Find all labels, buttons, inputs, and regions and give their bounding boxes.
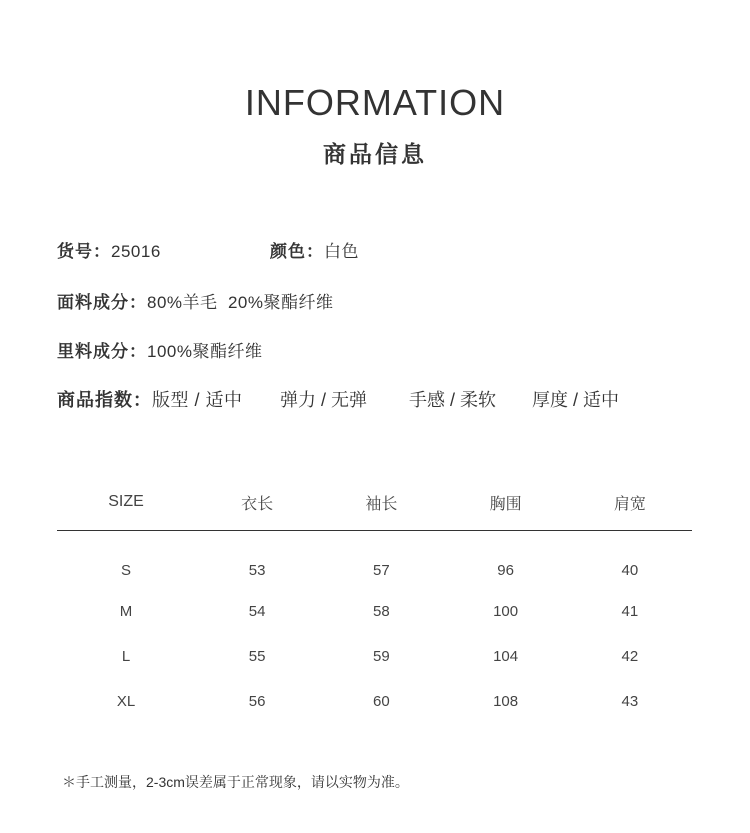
cell-shoulder: 41 bbox=[621, 603, 639, 620]
cell-size: S bbox=[120, 561, 131, 579]
cell-chest: 100 bbox=[493, 603, 519, 620]
cell-sleeve: 57 bbox=[373, 561, 390, 579]
header-shoulder: 肩宽 bbox=[568, 484, 692, 531]
cell-size: XL bbox=[116, 693, 136, 710]
size-table bbox=[57, 484, 692, 724]
cell-shoulder: 40 bbox=[621, 561, 639, 579]
color-label: 颜色： bbox=[270, 242, 324, 261]
lining-row bbox=[57, 337, 262, 362]
size-table-header bbox=[57, 484, 692, 531]
header-size: SIZE bbox=[57, 484, 195, 531]
cell-size: L bbox=[121, 648, 131, 665]
page-subtitle: 商品信息 bbox=[323, 141, 427, 167]
fabric-row bbox=[57, 288, 334, 313]
table-row bbox=[57, 531, 692, 590]
page-title: INFORMATION bbox=[244, 82, 506, 123]
fabric-value: 80%羊毛 20%聚酯纤维 bbox=[147, 293, 334, 312]
lining-label: 里料成分： bbox=[57, 342, 147, 361]
table-row bbox=[57, 634, 692, 679]
color-row bbox=[270, 237, 359, 262]
cell-shoulder: 42 bbox=[621, 648, 639, 665]
measurement-note: ＊手工测量，2-3cm误差属于正常现象，请以实物为准。 bbox=[62, 774, 409, 790]
cell-sleeve: 60 bbox=[373, 693, 390, 710]
index-label: 商品指数： bbox=[57, 390, 152, 410]
fabric-label: 面料成分： bbox=[57, 293, 147, 312]
header-length: 衣长 bbox=[195, 484, 319, 531]
color-value: 白色 bbox=[324, 242, 359, 261]
cell-chest: 108 bbox=[493, 693, 519, 710]
cell-length: 54 bbox=[248, 603, 266, 620]
cell-length: 56 bbox=[248, 693, 266, 710]
feel-value: 手感 / 柔软 bbox=[409, 390, 497, 410]
lining-value: 100%聚酯纤维 bbox=[147, 342, 263, 361]
cell-shoulder: 43 bbox=[621, 693, 639, 710]
thickness-value: 厚度 / 适中 bbox=[532, 390, 620, 410]
cell-length: 55 bbox=[248, 648, 266, 665]
cell-size: M bbox=[119, 603, 133, 620]
item-no-label: 货号： bbox=[57, 242, 111, 261]
cell-chest: 104 bbox=[493, 648, 519, 665]
table-row bbox=[57, 589, 692, 634]
cell-chest: 96 bbox=[497, 561, 514, 579]
index-row bbox=[57, 386, 243, 412]
cell-sleeve: 58 bbox=[373, 603, 390, 620]
table-row bbox=[57, 679, 692, 724]
item-no-row bbox=[57, 237, 161, 262]
header-chest: 胸围 bbox=[443, 484, 567, 531]
elasticity-value: 弹力 / 无弹 bbox=[280, 390, 368, 410]
header-sleeve: 袖长 bbox=[319, 484, 443, 531]
cell-length: 53 bbox=[248, 561, 266, 579]
fit-value: 版型 / 适中 bbox=[152, 390, 243, 410]
item-no-value: 25016 bbox=[111, 242, 161, 261]
cell-sleeve: 59 bbox=[373, 648, 390, 665]
